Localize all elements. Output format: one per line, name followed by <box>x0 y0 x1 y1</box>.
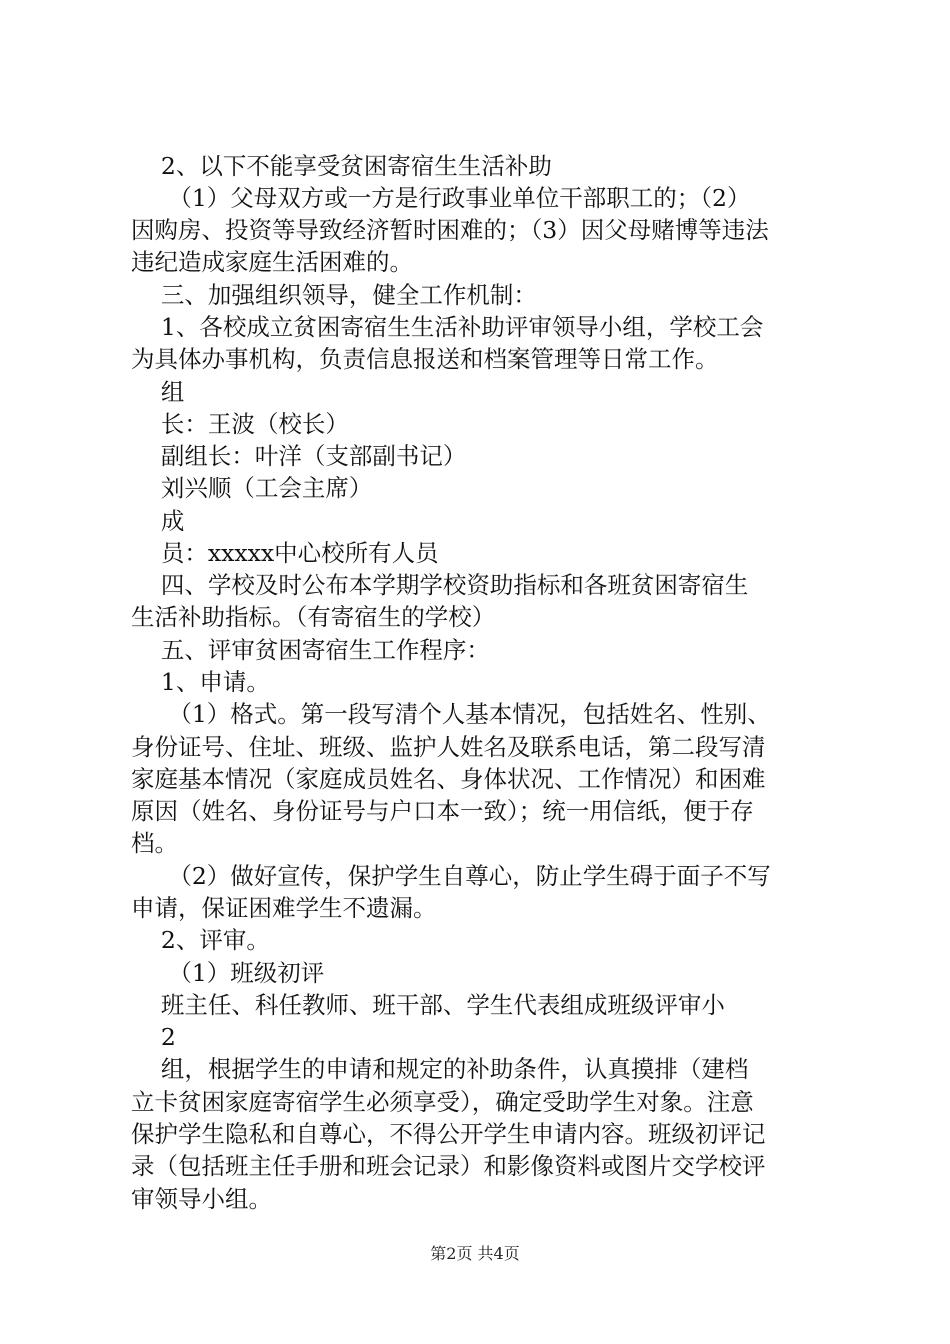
text-line: 班主任、科任教师、班干部、学生代表组成班级评审小 <box>131 991 725 1019</box>
text-line: 申请，保证困难学生不遗漏。 <box>131 894 437 922</box>
text-line: 副组长：叶洋（支部副书记） <box>131 442 467 470</box>
text-line: 家庭基本情况（家庭成员姓名、身体状况、工作情况）和困难 <box>131 765 766 793</box>
text-line: （1）父母双方或一方是行政事业单位干部职工的；（2） <box>131 184 751 212</box>
text-line: 成 <box>131 507 185 535</box>
text-line: 员：xxxxx中心校所有人员 <box>131 539 439 567</box>
text-line: 为具体办事机构，负责信息报送和档案管理等日常工作。 <box>131 345 719 373</box>
text-line: 保护学生隐私和自尊心，不得公开学生申请内容。班级初评记 <box>131 1120 766 1148</box>
text-line: 组 <box>131 378 185 406</box>
text-line: 1、申请。 <box>131 668 270 696</box>
text-line: 审领导小组。 <box>131 1185 272 1213</box>
text-line: 组，根据学生的申请和规定的补助条件，认真摸排（建档 <box>131 1055 749 1083</box>
text-line: 三、加强组织领导，健全工作机制： <box>131 281 537 309</box>
text-line: 档。 <box>131 829 178 857</box>
text-line: 录（包括班主任手册和班会记录）和影像资料或图片交学校评 <box>131 1152 766 1180</box>
text-line: 原因（姓名、身份证号与户口本一致）；统一用信纸，便于存 <box>131 797 754 825</box>
page-number-footer: 第2页 共4页 <box>430 1244 520 1263</box>
text-line: （2）做好宣传，保护学生自尊心，防止学生碍于面子不写 <box>131 862 771 890</box>
text-line: 2 <box>131 1023 176 1051</box>
text-line: 2、评审。 <box>131 926 270 954</box>
text-line: （1）班级初评 <box>131 959 325 987</box>
text-line: 五、评审贫困寄宿生工作程序： <box>131 636 490 664</box>
text-line: 生活补助指标。（有寄宿生的学校） <box>131 603 496 631</box>
text-line: 身份证号、住址、班级、监护人姓名及联系电话，第二段写清 <box>131 733 766 761</box>
text-line: 长：王波（校长） <box>131 410 349 438</box>
text-line: 刘兴顺（工会主席） <box>131 474 373 502</box>
text-line: 2、以下不能享受贫困寄宿生生活补助 <box>131 152 552 180</box>
text-line: 违纪造成家庭生活困难的。 <box>131 248 413 276</box>
text-line: 1、各校成立贫困寄宿生生活补助评审领导小组，学校工会 <box>131 313 764 341</box>
text-line: 四、学校及时公布本学期学校资助指标和各班贫困寄宿生 <box>131 571 749 599</box>
text-line: 立卡贫困家庭寄宿学生必须享受），确定受助学生对象。注意 <box>131 1088 754 1116</box>
text-line: 因购房、投资等导致经济暂时困难的；（3）因父母赌博等违法 <box>131 216 769 244</box>
text-line: （1）格式。第一段写清个人基本情况，包括姓名、性别、 <box>131 700 771 728</box>
